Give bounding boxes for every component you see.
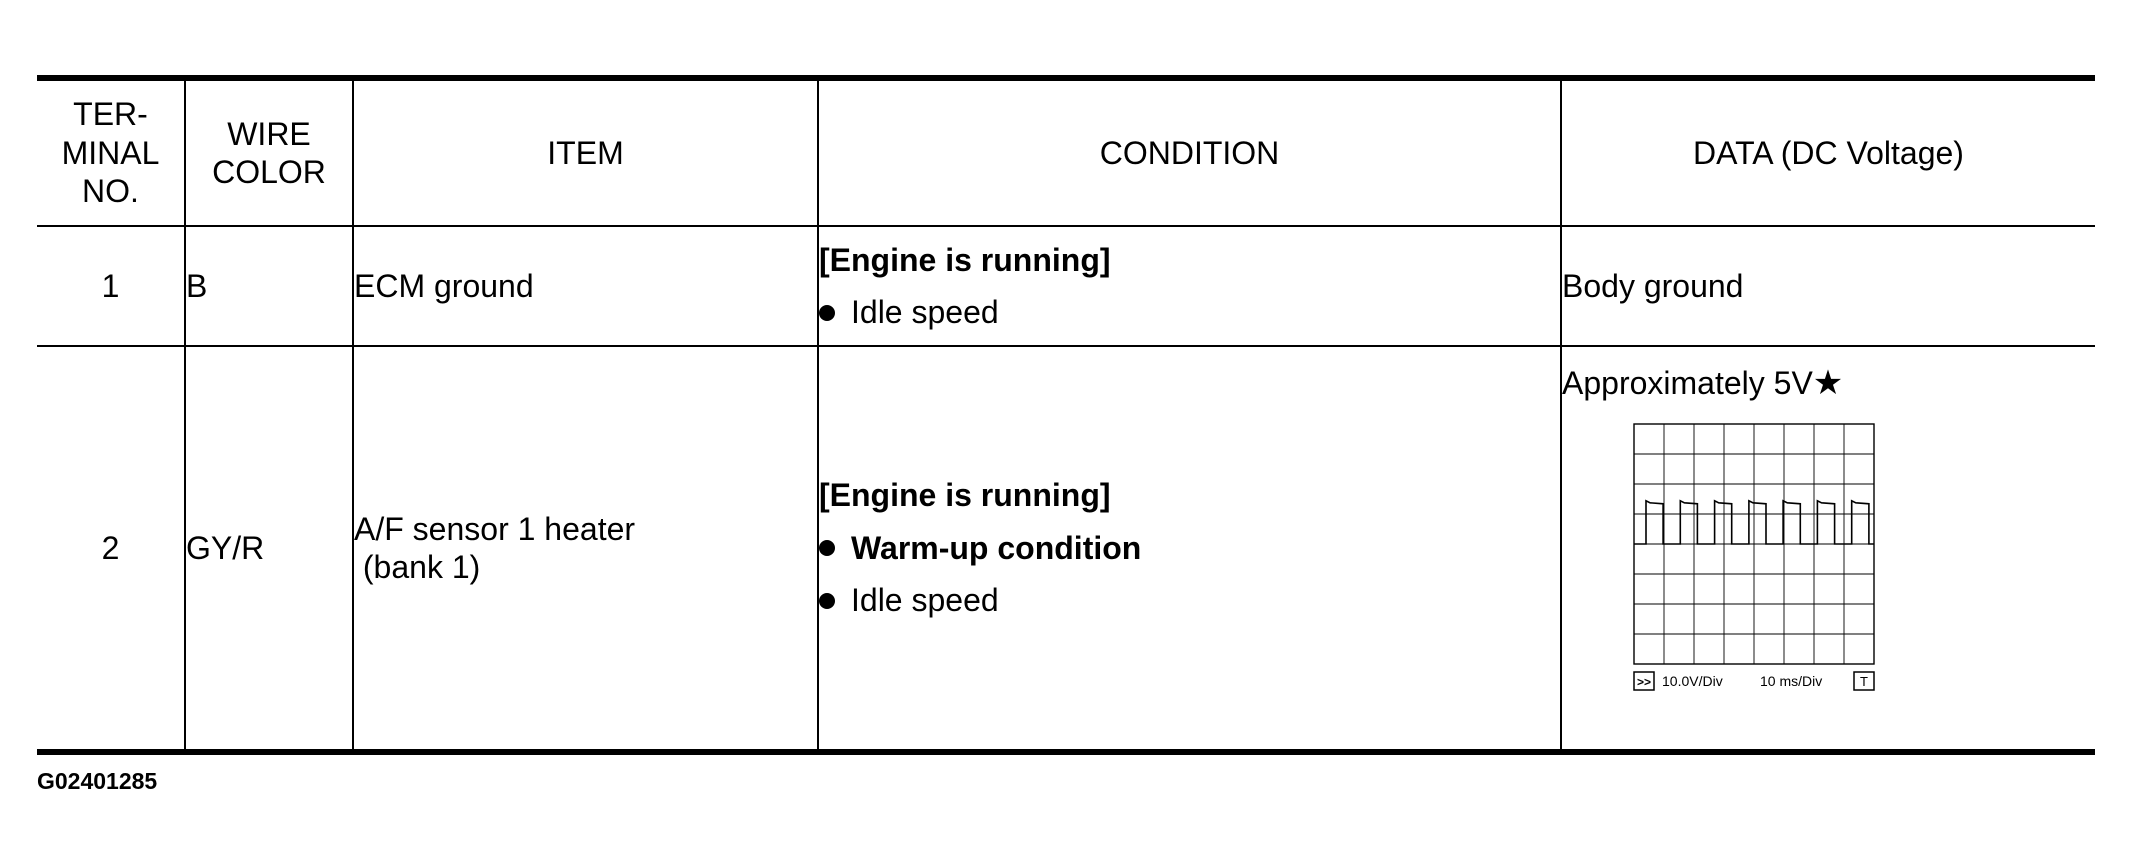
- terminal-no: 2: [101, 529, 120, 566]
- condition-bullet: Warm-up condition: [819, 529, 1560, 567]
- header-data: DATA (DC Voltage): [1561, 78, 2095, 226]
- table-row: [37, 226, 2095, 346]
- volts-per-div: 10.0V/Div: [1662, 672, 1723, 689]
- item: [353, 346, 818, 752]
- item-line: (bank 1): [354, 549, 481, 585]
- table-row: [37, 346, 2095, 752]
- wire-color: GY/R: [185, 346, 353, 752]
- data-value: Approximately 5V: [1562, 365, 1813, 401]
- item-line: A/F sensor 1 heater: [354, 510, 636, 547]
- trigger-symbol: >>: [1636, 674, 1652, 689]
- star-icon: ★: [1812, 364, 1844, 402]
- condition: [818, 346, 1561, 752]
- trigger-mode: T: [1860, 673, 1868, 689]
- data-cell: [1561, 346, 2095, 752]
- condition: [818, 226, 1561, 346]
- figure-code: G02401285: [37, 768, 158, 794]
- item: [353, 226, 818, 346]
- bullet-icon: [819, 593, 835, 609]
- header-terminal-no: TER- MINAL NO.: [37, 78, 185, 226]
- condition-bullet: Idle speed: [819, 581, 1560, 619]
- header-condition: CONDITION: [818, 78, 1561, 226]
- terminal-no: 1: [37, 226, 185, 346]
- data-value: Body ground: [1561, 226, 2095, 346]
- oscilloscope-waveform: [1632, 422, 1882, 694]
- header-item: ITEM: [353, 78, 818, 226]
- bullet-icon: [819, 305, 835, 321]
- bullet-icon: [819, 540, 835, 556]
- header-wire-color: WIRE COLOR: [185, 78, 353, 226]
- wire-color: B: [185, 226, 353, 346]
- time-per-div: 10 ms/Div: [1760, 672, 1823, 689]
- ecm-terminal-table: [37, 75, 2095, 755]
- condition-heading: [Engine is running]: [819, 241, 1111, 278]
- table-header-row: [37, 78, 2095, 226]
- condition-heading: [Engine is running]: [819, 477, 1111, 514]
- item-line: ECM ground: [354, 267, 534, 304]
- condition-bullet: Idle speed: [819, 293, 1560, 331]
